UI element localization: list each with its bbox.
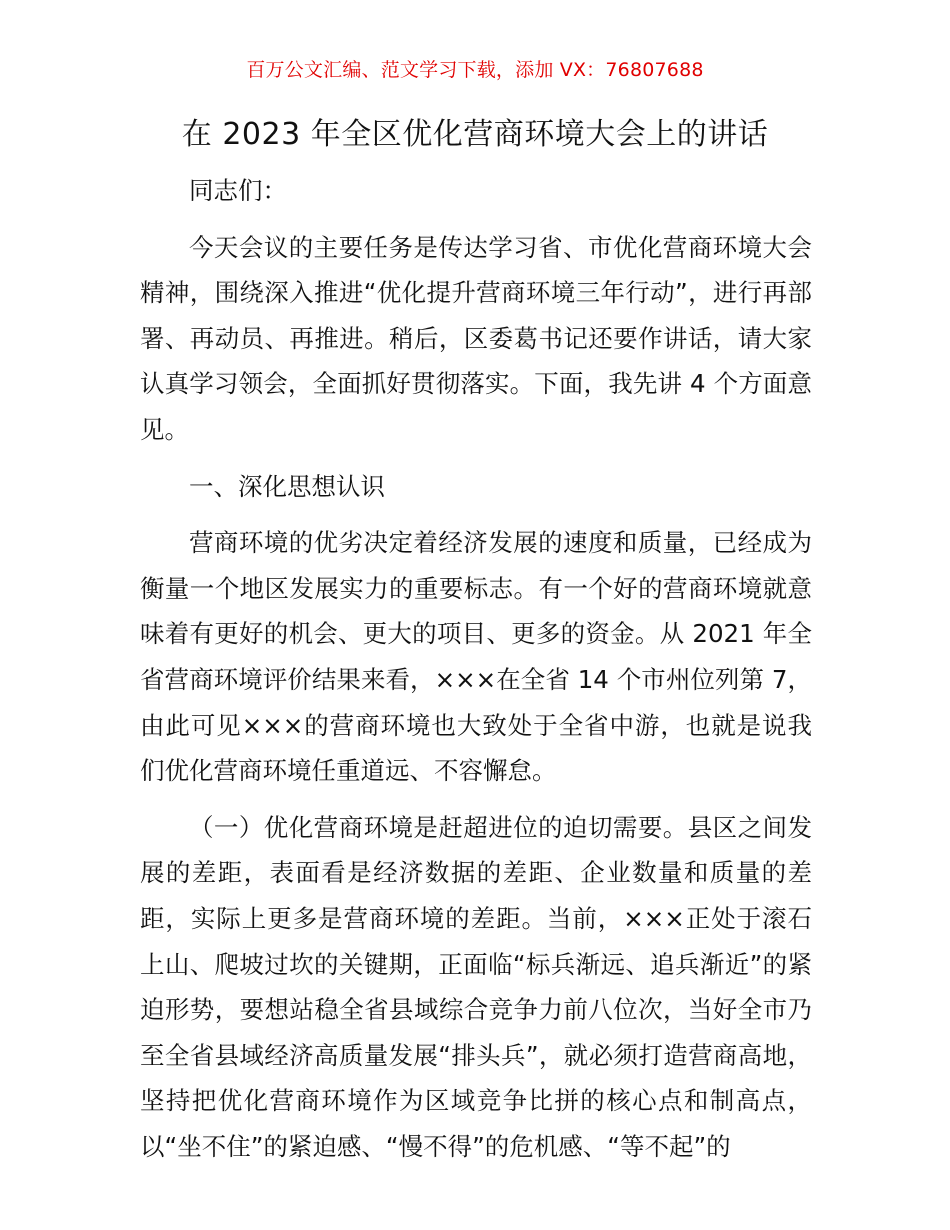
paragraph: 营商环境的优劣决定着经济发展的速度和质量，已经成为衡量一个地区发展实力的重要标志。有一个好的营商环境就意味着有更好的机会、更大的项目、更多的资金。从 2021 年全省营商环境评价结果来看，×××在全省 14 个市州位列第 7，由此可见×××的营商环境也大致处于全省中游，也就是说我们优化营商环境任重道远、不容懈怠。	[140, 528, 812, 786]
header-note: 百万公文汇编、范文学习下载，添加 VX：76807688	[246, 59, 704, 81]
document-body	[140, 168, 812, 1169]
paragraph: 今天会议的主要任务是传达学习省、市优化营商环境大会精神，围绕深入推进“优化提升营商环境三年行动”，进行再部署、再动员、再推进。稍后，区委葛书记还要作讲话，请大家认真学习领会，全面抓好贯彻落实。下面，我先讲 4 个方面意见。	[140, 232, 812, 444]
greeting: 同志们：	[189, 176, 287, 205]
paragraph: （一）优化营商环境是赶超进位的迫切需要。县区之间发展的差距，表面看是经济数据的差距、企业数量和质量的差距，实际上更多是营商环境的差距。当前，×××正处于滚石上山、爬坡过坎的关键期，正面临“标兵渐远、追兵渐近”的紧迫形势，要想站稳全省县域综合竞争力前八位次，当好全市乃至全省县域经济高质量发展“排头兵”，就必须打造营商高地，坚持把优化营商环境作为区域竞争比拼的核心点和制高点，以“坐不住”的紧迫感、“慢不得”的危机感、“等不起”的	[140, 812, 812, 1161]
section-heading: 一、深化思想认识	[189, 471, 385, 501]
document-title: 在 2023 年全区优化营商环境大会上的讲话	[181, 117, 769, 152]
